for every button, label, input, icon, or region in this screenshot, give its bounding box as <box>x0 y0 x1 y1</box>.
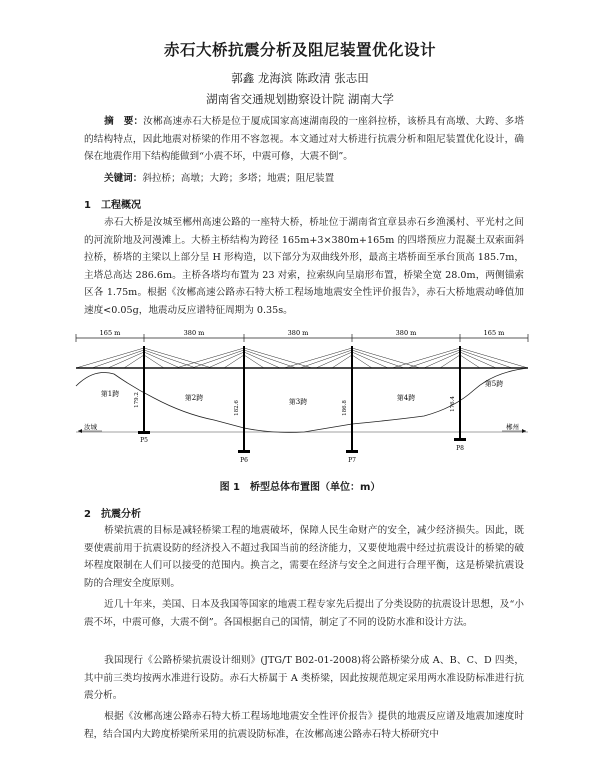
height-label-3: 186.8 <box>342 400 348 416</box>
section2-text-3: 我国现行《公路桥梁抗震设计细则》(JTG/T B02-01-2008)将公路桥梁分成 A、B、C、D 四类，其中前三类均按两水准进行设防。赤石大桥属于 A 类桥梁，因此按规范规定采用两水准设防标准进行抗震分析。 <box>84 655 524 701</box>
section2-paragraph-1 <box>84 522 524 592</box>
keywords-text: 斜拉桥；高墩；大跨；多塔；地震；阻尼装置 <box>142 173 335 184</box>
pier-label-p6: P6 <box>240 457 248 464</box>
section2-heading: 2 抗震分析 <box>84 509 141 520</box>
abstract <box>84 113 524 166</box>
paper-affiliation: 湖南省交通规划勘察设计院 湖南大学 <box>206 92 394 106</box>
span-label-2: 380 m <box>183 329 205 337</box>
section1-paragraph <box>84 214 524 319</box>
span-label-5: 165 m <box>483 329 505 337</box>
section1-heading: 1 工程概况 <box>84 200 141 211</box>
span-name-4: 第4跨 <box>396 394 416 402</box>
keywords-label: 关键词： <box>104 173 143 184</box>
span-label-4: 380 m <box>395 329 417 337</box>
section2-text-4: 根据《汝郴高速公路赤石特大桥工程场地地震安全性评价报告》提供的地震反应谱及地震加速度时程，结合国内大跨度桥梁所采用的抗震设防标准，在汝郴高速公路赤石特大桥研究中 <box>84 711 524 740</box>
height-label-4: 176.4 <box>450 396 456 412</box>
bridge-layout-figure <box>74 328 530 468</box>
pier-label-p7: P7 <box>348 457 356 464</box>
paper-authors: 郭鑫 龙海滨 陈政清 张志田 <box>231 71 369 85</box>
height-label-2: 182.6 <box>234 400 240 416</box>
keywords <box>104 170 524 184</box>
height-label-1: 179.2 <box>134 392 140 408</box>
section2-text-2: 近几十年来，美国、日本及我国等国家的地震工程专家先后提出了分类设防的抗震设计思想，及“小震不坏，中震可修，大震不倒”。各国根据自己的国情，制定了不同的设防水准和设计方法。 <box>84 599 524 628</box>
span-label-3: 380 m <box>287 329 309 337</box>
span-name-2: 第2跨 <box>184 394 204 402</box>
section2-paragraph-4 <box>84 708 524 743</box>
span-name-1: 第1跨 <box>100 390 120 398</box>
pier-label-p5: P5 <box>140 437 148 444</box>
section2-paragraph-2 <box>84 596 524 631</box>
figure-caption: 图 1 桥型总体布置图（单位：m） <box>219 482 381 493</box>
section2-paragraph-3 <box>84 652 524 705</box>
direction-left: 汝城 <box>84 423 97 431</box>
span-label-1: 165 m <box>99 329 121 337</box>
abstract-text: 汝郴高速赤石大桥是位于厦成国家高速湖南段的一座斜拉桥，该桥具有高墩、大跨、多塔的结构特点，因此地震对桥梁的作用不容忽视。本文通过对大桥进行抗震分析和阻尼装置优化设计，确保在地震作用下结构能做到“小震不坏，中震可修，大震不倒”。 <box>84 116 525 162</box>
section1-text: 赤石大桥是汝城至郴州高速公路的一座特大桥，桥址位于湖南省宜章县赤石乡渔溪村、平光村之间的河流阶地及河漫滩上。大桥主桥结构为跨径 165m+3×380m+165m 的四塔预应力混凝土双索面斜拉桥，桥塔的主梁以上部分呈 H 形构造，以下部分为双曲线外形，最高主塔桥面至承台顶高 185.7m，主塔总高达 286.6m。主桥各塔均布置为 23 对索，拉索纵向呈扇形布置，桥梁全宽 28.0m，两侧锚索区各 1.75m。根据《汝郴高速公路赤石特大桥工程场地地震安全性评价报告》，赤石大桥地震动峰值加速度<0.05g，地震动反应谱特征周期为 0.35s。 <box>84 217 524 316</box>
paper-title: 赤石大桥抗震分析及阻尼装置优化设计 <box>163 41 436 59</box>
pier-label-p8: P8 <box>456 445 464 452</box>
direction-right: 郴州 <box>506 423 519 431</box>
abstract-label: 摘 要： <box>104 116 144 127</box>
section2-text-1: 桥梁抗震的目标是减轻桥梁工程的地震破坏，保障人民生命财产的安全，减少经济损失。因此，既要使震前用于抗震设防的经济投入不超过我国当前的经济能力，又要使地震中经过抗震设计的桥梁的破坏程度限制在人们可以接受的范围内。换言之，需要在经济与安全之间进行合理平衡，这是桥梁抗震设防的合理安全度原则。 <box>84 525 524 589</box>
span-name-5: 第5跨 <box>484 380 504 388</box>
span-name-3: 第3跨 <box>288 398 308 406</box>
